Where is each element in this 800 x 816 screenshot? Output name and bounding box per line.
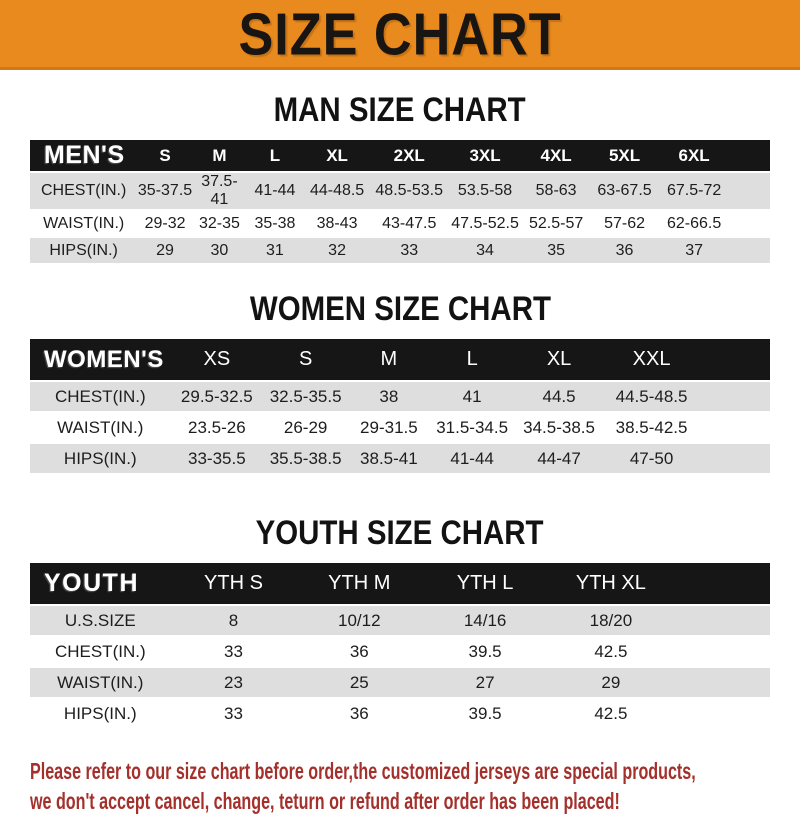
size-cell: 35.5-38.5: [263, 444, 348, 473]
womens-hips-row: [30, 444, 770, 473]
youth-col-header: YTH L: [422, 563, 548, 604]
size-cell: 47.5-52.5: [448, 211, 522, 236]
size-cell: 18/20: [548, 606, 674, 635]
youth-col-header: YTH XL: [548, 563, 674, 604]
spacer-cell: [674, 637, 770, 666]
size-cell: 36: [590, 238, 659, 263]
size-cell: 34.5-38.5: [515, 413, 604, 442]
youth-band-label: YOUTH: [30, 563, 171, 604]
size-cell: 35-38: [246, 211, 304, 236]
size-cell: 39.5: [422, 637, 548, 666]
size-cell: 31: [246, 238, 304, 263]
womens-chest-row: [30, 382, 770, 411]
size-cell: 52.5-57: [522, 211, 590, 236]
order-warning-line2: we don't accept cancel, change, teturn or refund after order has been placed!: [30, 788, 620, 814]
size-cell: 27: [422, 668, 548, 697]
youth-chest-row: [30, 637, 770, 666]
size-cell: 38-43: [304, 211, 371, 236]
spacer-cell: [700, 339, 770, 380]
row-label: CHEST(IN.): [30, 173, 137, 209]
size-cell: 38: [348, 382, 429, 411]
man-size-chart-heading-text: MAN SIZE CHART: [274, 90, 526, 129]
womens-col-header: M: [348, 339, 429, 380]
banner-title: SIZE CHART: [238, 0, 562, 67]
size-cell: 26-29: [263, 413, 348, 442]
order-warning-note: [30, 756, 800, 816]
size-cell: 34: [448, 238, 522, 263]
size-cell: 41: [430, 382, 515, 411]
size-cell: 63-67.5: [590, 173, 659, 209]
size-cell: 58-63: [522, 173, 590, 209]
size-cell: 44-48.5: [304, 173, 371, 209]
size-cell: 38.5-42.5: [603, 413, 699, 442]
row-label: U.S.SIZE: [30, 606, 171, 635]
spacer-cell: [674, 606, 770, 635]
youth-header-row: [30, 563, 770, 604]
size-cell: 29: [548, 668, 674, 697]
size-cell: 23.5-26: [171, 413, 264, 442]
size-chart-banner: [0, 0, 800, 70]
youth-size-chart-heading-text: YOUTH SIZE CHART: [256, 513, 544, 552]
size-cell: 32-35: [193, 211, 246, 236]
mens-col-header: 5XL: [590, 140, 659, 171]
womens-header-row: [30, 339, 770, 380]
size-cell: 47-50: [603, 444, 699, 473]
womens-col-header: XXL: [603, 339, 699, 380]
size-cell: 42.5: [548, 637, 674, 666]
spacer-cell: [729, 238, 770, 263]
mens-col-header: L: [246, 140, 304, 171]
mens-col-header: 2XL: [370, 140, 448, 171]
size-cell: 43-47.5: [370, 211, 448, 236]
size-cell: 33: [370, 238, 448, 263]
size-cell: 25: [296, 668, 422, 697]
womens-band-label: WOMEN'S: [30, 339, 171, 380]
spacer-cell: [674, 668, 770, 697]
size-cell: 48.5-53.5: [370, 173, 448, 209]
size-cell: 14/16: [422, 606, 548, 635]
size-cell: 41-44: [246, 173, 304, 209]
man-size-chart-heading: [0, 92, 800, 128]
mens-col-header: 4XL: [522, 140, 590, 171]
size-cell: 41-44: [430, 444, 515, 473]
mens-hips-row: [30, 238, 770, 263]
size-cell: 35: [522, 238, 590, 263]
womens-waist-row: [30, 413, 770, 442]
row-label: HIPS(IN.): [30, 699, 171, 728]
size-cell: 33: [171, 637, 297, 666]
mens-size-table: [30, 138, 770, 265]
women-size-chart-heading-text: WOMEN SIZE CHART: [249, 289, 551, 328]
size-cell: 36: [296, 699, 422, 728]
spacer-cell: [700, 444, 770, 473]
size-cell: 42.5: [548, 699, 674, 728]
womens-col-header: S: [263, 339, 348, 380]
youth-size-chart-heading: [0, 515, 800, 551]
size-cell: 32.5-35.5: [263, 382, 348, 411]
womens-size-table: [30, 337, 770, 475]
size-cell: 53.5-58: [448, 173, 522, 209]
youth-hips-row: [30, 699, 770, 728]
size-cell: 37: [659, 238, 729, 263]
mens-col-header: 6XL: [659, 140, 729, 171]
size-cell: 29.5-32.5: [171, 382, 264, 411]
womens-col-header: XS: [171, 339, 264, 380]
row-label: WAIST(IN.): [30, 211, 137, 236]
youth-size-table: [30, 561, 770, 730]
youth-ussize-row: [30, 606, 770, 635]
youth-waist-row: [30, 668, 770, 697]
mens-chest-row: [30, 173, 770, 209]
size-cell: 10/12: [296, 606, 422, 635]
row-label: WAIST(IN.): [30, 413, 171, 442]
youth-col-header: YTH M: [296, 563, 422, 604]
size-cell: 44-47: [515, 444, 604, 473]
size-cell: 8: [171, 606, 297, 635]
spacer-cell: [674, 563, 770, 604]
row-label: CHEST(IN.): [30, 637, 171, 666]
size-cell: 29-31.5: [348, 413, 429, 442]
mens-waist-row: [30, 211, 770, 236]
row-label: WAIST(IN.): [30, 668, 171, 697]
size-cell: 57-62: [590, 211, 659, 236]
spacer-cell: [674, 699, 770, 728]
size-cell: 23: [171, 668, 297, 697]
size-cell: 33: [171, 699, 297, 728]
spacer-cell: [700, 382, 770, 411]
size-cell: 29-32: [137, 211, 193, 236]
womens-col-header: L: [430, 339, 515, 380]
womens-col-header: XL: [515, 339, 604, 380]
size-cell: 30: [193, 238, 246, 263]
mens-band-label: MEN'S: [30, 140, 137, 171]
row-label: HIPS(IN.): [30, 444, 171, 473]
size-cell: 35-37.5: [137, 173, 193, 209]
mens-header-row: [30, 140, 770, 171]
size-cell: 32: [304, 238, 371, 263]
size-cell: 31.5-34.5: [430, 413, 515, 442]
size-cell: 62-66.5: [659, 211, 729, 236]
size-cell: 33-35.5: [171, 444, 264, 473]
spacer-cell: [729, 211, 770, 236]
size-cell: 36: [296, 637, 422, 666]
size-cell: 29: [137, 238, 193, 263]
size-cell: 37.5-41: [193, 173, 246, 209]
youth-col-header: YTH S: [171, 563, 297, 604]
size-cell: 38.5-41: [348, 444, 429, 473]
mens-col-header: XL: [304, 140, 371, 171]
size-cell: 44.5: [515, 382, 604, 411]
mens-col-header: S: [137, 140, 193, 171]
row-label: HIPS(IN.): [30, 238, 137, 263]
order-warning-line1: Please refer to our size chart before order,the customized jerseys are special products,: [30, 758, 696, 784]
spacer-cell: [729, 140, 770, 171]
women-size-chart-heading: [0, 291, 800, 327]
row-label: CHEST(IN.): [30, 382, 171, 411]
spacer-cell: [729, 173, 770, 209]
mens-col-header: 3XL: [448, 140, 522, 171]
size-cell: 39.5: [422, 699, 548, 728]
mens-col-header: M: [193, 140, 246, 171]
size-cell: 67.5-72: [659, 173, 729, 209]
size-cell: 44.5-48.5: [603, 382, 699, 411]
spacer-cell: [700, 413, 770, 442]
